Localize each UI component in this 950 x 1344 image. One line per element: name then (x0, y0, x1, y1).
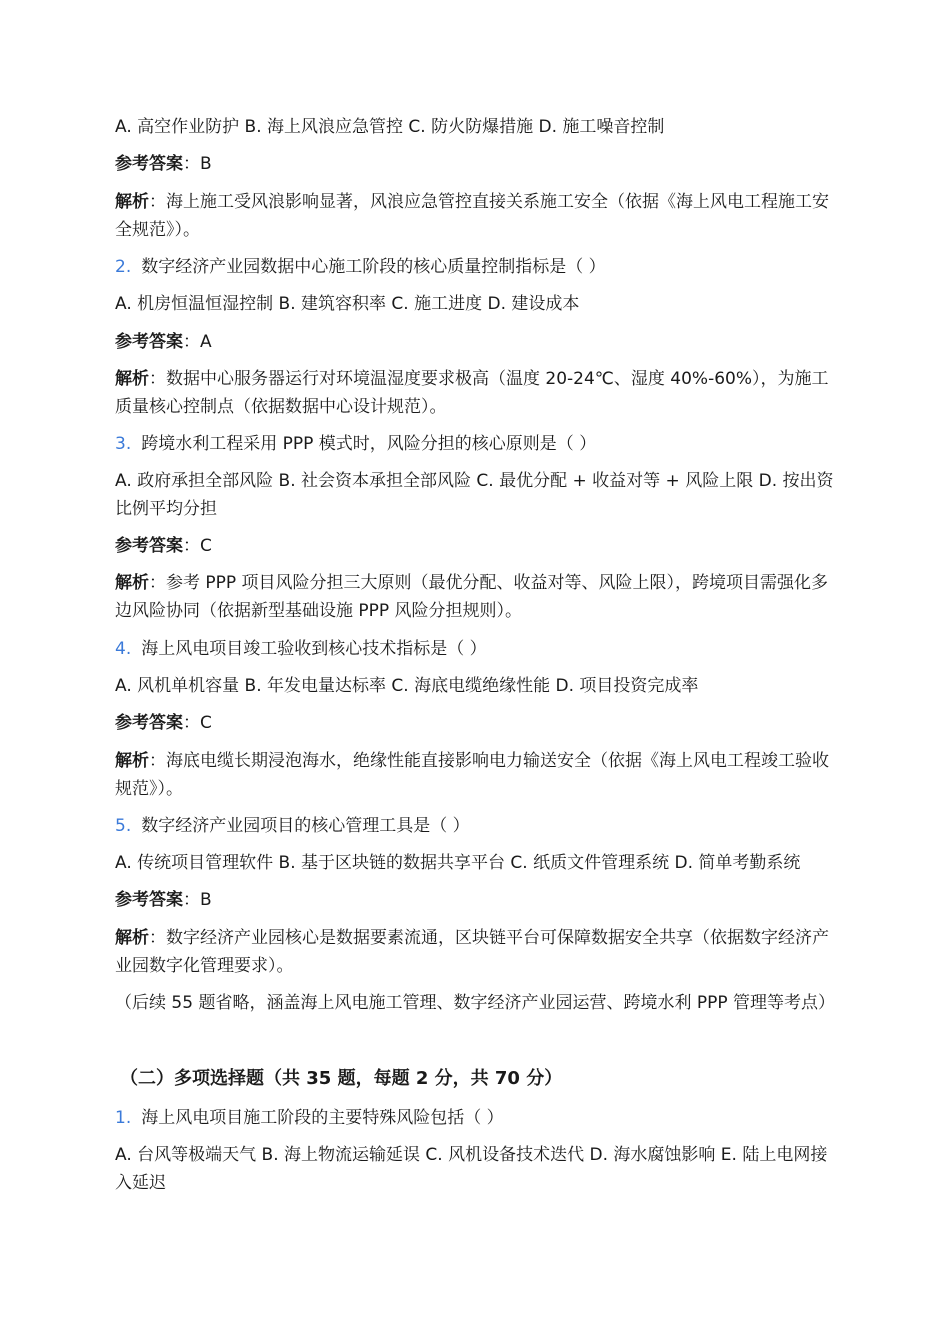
question-number: 1. (115, 1108, 132, 1128)
answer-line: 参考答案：A (115, 332, 212, 352)
answer-line: 参考答案：C (115, 713, 212, 733)
analysis-label: 解析 (115, 192, 149, 212)
analysis-text: 数字经济产业园核心是数据要素流通，区块链平台可保障数据安全共享（依据数字经济产业园数字化管理要求）。 (115, 928, 829, 976)
analysis-label: 解析 (115, 369, 149, 389)
answer-label: 参考答案 (115, 713, 183, 733)
question-line (115, 635, 837, 663)
analysis-text: 海底电缆长期浸泡海水，绝缘性能直接影响电力输送安全（依据《海上风电工程竣工验收规范》）。 (115, 751, 829, 799)
question-number: 3. (115, 434, 132, 454)
options-line: A. 台风等极端天气 B. 海上物流运输延误 C. 风机设备技术迭代 D. 海水腐蚀影响 E. 陆上电网接入延迟 (115, 1145, 828, 1193)
answer-value: C (200, 713, 212, 733)
answer-label: 参考答案 (115, 536, 183, 556)
analysis-line: 解析：海底电缆长期浸泡海水，绝缘性能直接影响电力输送安全（依据《海上风电工程竣工验收规范》）。 (115, 751, 829, 799)
analysis-line: 解析：数据中心服务器运行对环境温湿度要求极高（温度 20-24℃、湿度 40%-60%），为施工质量核心控制点（依据数据中心设计规范）。 (115, 369, 829, 417)
analysis-text: 海上施工受风浪影响显著，风浪应急管控直接关系施工安全（依据《海上风电工程施工安全规范》）。 (115, 192, 829, 240)
question-text: 海上风电项目竣工验收到核心技术指标是（ ） (141, 639, 487, 659)
answer-label: 参考答案 (115, 154, 183, 174)
analysis-label: 解析 (115, 928, 149, 948)
analysis-line: 解析：数字经济产业园核心是数据要素流通，区块链平台可保障数据安全共享（依据数字经济产业园数字化管理要求）。 (115, 928, 829, 976)
options-line: A. 机房恒温恒湿控制 B. 建筑容积率 C. 施工进度 D. 建设成本 (115, 294, 580, 314)
analysis-line: 解析：海上施工受风浪影响显著，风浪应急管控直接关系施工安全（依据《海上风电工程施工安全规范》）。 (115, 192, 829, 240)
question-text: 数字经济产业园数据中心施工阶段的核心质量控制指标是（ ） (141, 257, 606, 277)
answer-value: C (200, 536, 212, 556)
question-text: 数字经济产业园项目的核心管理工具是（ ） (141, 816, 470, 836)
analysis-label: 解析 (115, 573, 149, 593)
answer-value: B (200, 154, 212, 174)
question-number: 4. (115, 639, 132, 659)
question-line (115, 430, 837, 458)
answer-label: 参考答案 (115, 332, 183, 352)
question-line (115, 1104, 837, 1132)
answer-value: A (200, 332, 212, 352)
question-text: 跨境水利工程采用 PPP 模式时，风险分担的核心原则是（ ） (141, 434, 597, 454)
analysis-label: 解析 (115, 751, 149, 771)
answer-label: 参考答案 (115, 890, 183, 910)
options-line: A. 传统项目管理软件 B. 基于区块链的数据共享平台 C. 纸质文件管理系统 D. 简单考勤系统 (115, 853, 801, 873)
answer-line: 参考答案：C (115, 536, 212, 556)
answer-value: B (200, 890, 212, 910)
options-line: A. 政府承担全部风险 B. 社会资本承担全部风险 C. 最优分配 + 收益对等 + 风险上限 D. 按出资比例平均分担 (115, 471, 834, 519)
question-text: 海上风电项目施工阶段的主要特殊风险包括（ ） (141, 1108, 504, 1128)
options-line: A. 高空作业防护 B. 海上风浪应急管控 C. 防火防爆措施 D. 施工噪音控制 (115, 117, 665, 137)
question-line (115, 253, 837, 281)
answer-line: 参考答案：B (115, 154, 212, 174)
options-line: A. 风机单机容量 B. 年发电量达标率 C. 海底电缆绝缘性能 D. 项目投资完成率 (115, 676, 699, 696)
analysis-line: 解析：参考 PPP 项目风险分担三大原则（最优分配、收益对等、风险上限），跨境项目需强化多边风险协同（依据新型基础设施 PPP 风险分担规则）。 (115, 573, 829, 621)
omitted-note: （后续 55 题省略，涵盖海上风电施工管理、数字经济产业园运营、跨境水利 PPP 管理等考点） (115, 993, 835, 1013)
question-number: 2. (115, 257, 132, 277)
analysis-text: 参考 PPP 项目风险分担三大原则（最优分配、收益对等、风险上限），跨境项目需强化多边风险协同（依据新型基础设施 PPP 风险分担规则）。 (115, 573, 829, 621)
answer-line: 参考答案：B (115, 890, 212, 910)
question-line (115, 812, 837, 840)
section-heading: （二）多项选择题（共 35 题，每题 2 分，共 70 分） (120, 1068, 563, 1089)
analysis-text: 数据中心服务器运行对环境温湿度要求极高（温度 20-24℃、湿度 40%-60%），为施工质量核心控制点（依据数据中心设计规范）。 (115, 369, 829, 417)
question-number: 5. (115, 816, 132, 836)
